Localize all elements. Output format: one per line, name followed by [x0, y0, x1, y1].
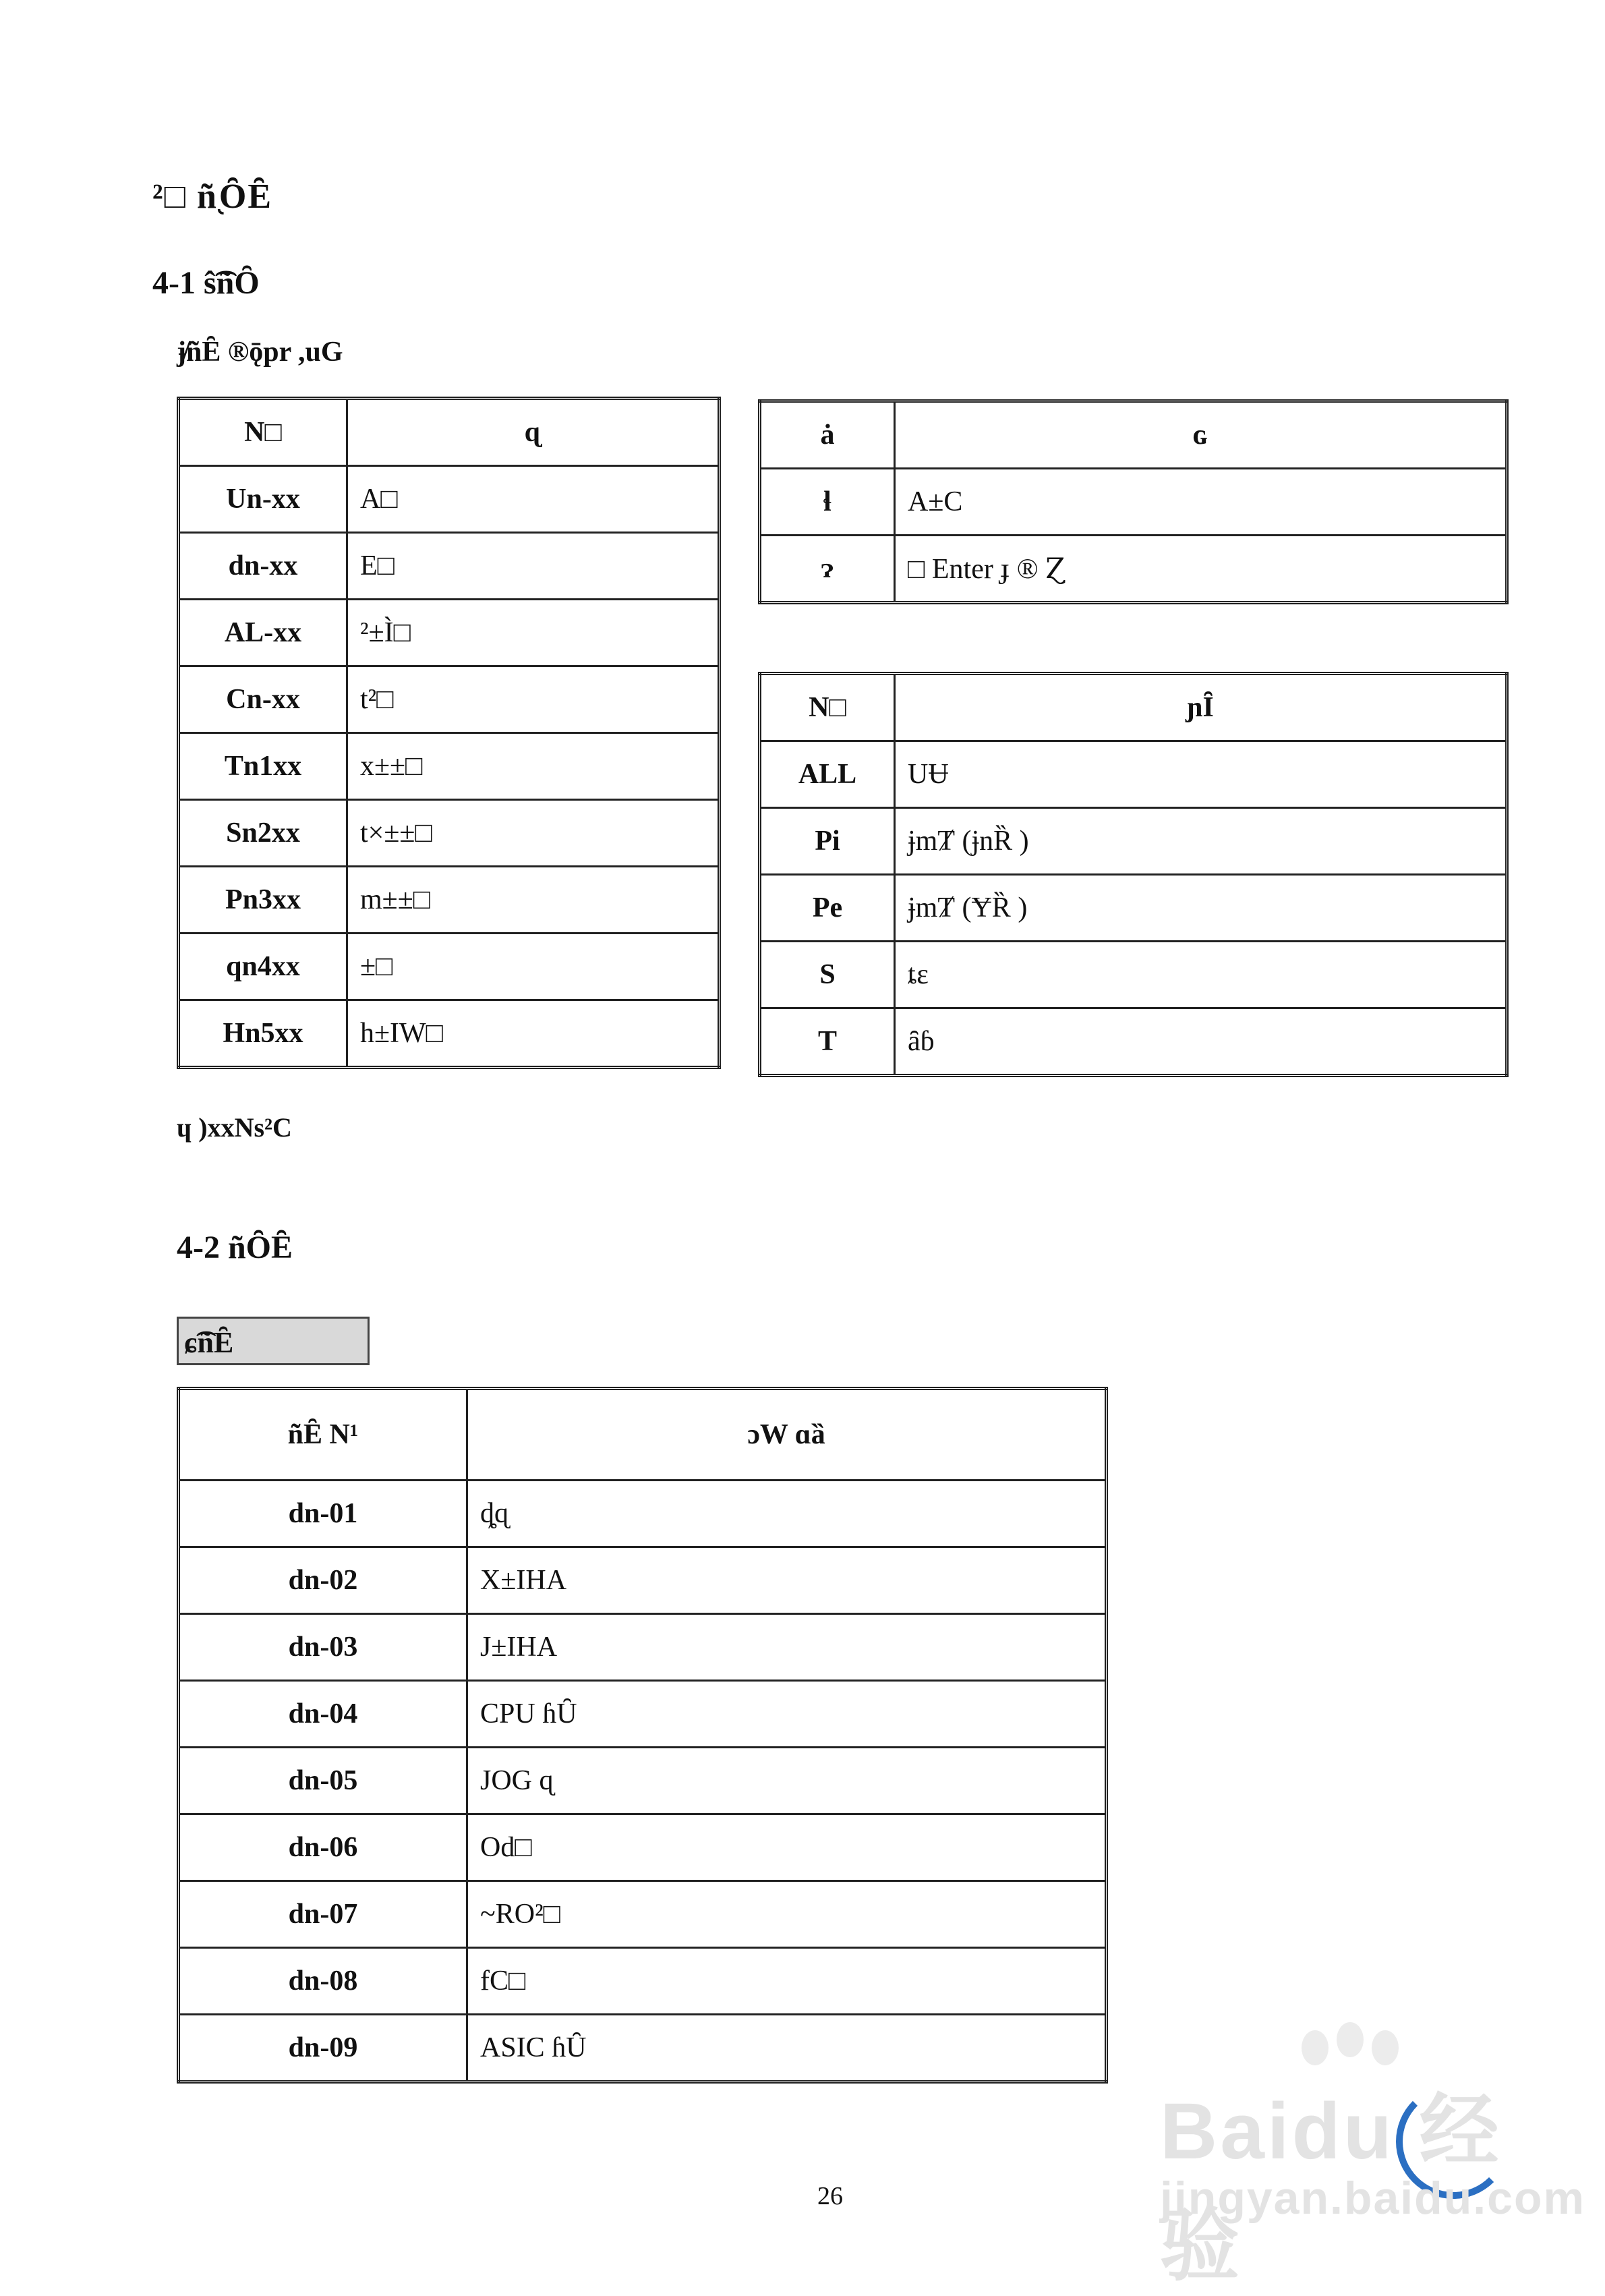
column-header-code: ñȆ N¹	[179, 1389, 467, 1481]
table-header-row	[760, 674, 1507, 741]
key-functions-table	[758, 399, 1509, 604]
cell-code: dn-09	[179, 2015, 467, 2082]
page-number: 26	[817, 2182, 843, 2210]
cell-code: dn-02	[179, 1547, 467, 1614]
table-row	[179, 1948, 1107, 2015]
cell-code: ALL	[760, 741, 895, 808]
table-row	[179, 1881, 1107, 1948]
table-row	[179, 867, 720, 934]
table-row	[179, 1814, 1107, 1881]
table-row	[179, 666, 720, 733]
column-header-code: N□	[179, 399, 347, 466]
watermark-brand: Baidu 经验	[1160, 2087, 1502, 2291]
cell-code: dn-06	[179, 1814, 467, 1881]
table-row	[760, 741, 1507, 808]
cell-code: dn-04	[179, 1681, 467, 1748]
cell-desc: t²□	[347, 666, 720, 733]
cell-code: dn-07	[179, 1881, 467, 1948]
cell-desc: ±□	[347, 934, 720, 1000]
cell-desc: □ Enter ɟ ® Ɀ	[895, 536, 1507, 603]
cell-code: Hn5xx	[179, 1000, 347, 1068]
baidu-watermark	[1160, 2030, 1585, 2291]
table-row	[760, 808, 1507, 875]
table-row	[179, 533, 720, 600]
table-row	[179, 733, 720, 800]
column-header-key: ȧ	[760, 401, 895, 469]
column-header-content: ɔW ɑȁ	[467, 1389, 1107, 1481]
table-row	[179, 466, 720, 533]
table-row	[179, 1748, 1107, 1814]
cell-desc: ASIC ɦȖ	[467, 2015, 1107, 2082]
cell-code: Pn3xx	[179, 867, 347, 934]
paw-icon	[1302, 2030, 1329, 2065]
cell-code: qn4xx	[179, 934, 347, 1000]
cell-desc: fC□	[467, 1948, 1107, 2015]
cell-code: Tn1xx	[179, 733, 347, 800]
table-row	[179, 1547, 1107, 1614]
cell-code: dn-08	[179, 1948, 467, 2015]
table-header-row	[179, 399, 720, 466]
cell-desc: JOG ɋ	[467, 1748, 1107, 1814]
monitor-parameters-table	[177, 1387, 1108, 2084]
cell-desc: A□	[347, 466, 720, 533]
table-header-row	[179, 1389, 1107, 1481]
parameter-group-label: ɕ͡ñȆ	[177, 1317, 370, 1365]
column-header-desc: ɋ	[347, 399, 720, 466]
cell-desc: ɉmȾ (ɎȐ )	[895, 875, 1507, 942]
cell-desc: t×±±□	[347, 800, 720, 867]
cell-desc: J±IHA	[467, 1614, 1107, 1681]
cell-code: Cn-xx	[179, 666, 347, 733]
cell-desc: ~RO²□	[467, 1881, 1107, 1948]
cell-desc: CPU ɦȖ	[467, 1681, 1107, 1748]
cell-desc: Od□	[467, 1814, 1107, 1881]
chapter-title: ²□ ñ֭ȎȆ	[152, 177, 273, 216]
cell-desc: ²±Ì□	[347, 600, 720, 666]
column-header-code: N□	[760, 674, 895, 741]
cell-desc: h±IW□	[347, 1000, 720, 1068]
table-row	[760, 469, 1507, 536]
cell-desc: m±±□	[347, 867, 720, 934]
column-header-meaning: ɲȊ	[895, 674, 1507, 741]
section-4-1-title: 4-1 ŝ͡ñȎ	[152, 265, 260, 301]
cell-desc: x±±□	[347, 733, 720, 800]
cell-code: ɂ	[760, 536, 895, 603]
section-4-1-note: ɥ )xxNs²C	[177, 1112, 292, 1143]
cell-desc: ɉmȾ (ɉnȐ )	[895, 808, 1507, 875]
table-header-row	[760, 401, 1507, 469]
status-codes-table	[758, 672, 1509, 1077]
watermark-url: jingyan.baidu.com	[1160, 2173, 1585, 2224]
cell-code: Pe	[760, 875, 895, 942]
cell-desc: ȡɋ	[467, 1481, 1107, 1547]
table-row	[179, 1481, 1107, 1547]
cell-desc: A±C	[895, 469, 1507, 536]
section-4-2-title: 4-2 ñȎȆ	[177, 1230, 293, 1265]
table-row	[179, 934, 720, 1000]
cell-code: AL-xx	[179, 600, 347, 666]
cell-desc: UɄ	[895, 741, 1507, 808]
table-row	[179, 800, 720, 867]
column-header-function: ɢ	[895, 401, 1507, 469]
cell-code: dn-05	[179, 1748, 467, 1814]
table-row	[760, 942, 1507, 1008]
paw-icon	[1372, 2030, 1399, 2065]
table-row	[179, 1000, 720, 1068]
table-row	[760, 536, 1507, 603]
cell-code: dn-01	[179, 1481, 467, 1547]
cell-code: Un-xx	[179, 466, 347, 533]
cell-desc: ȃɓ	[895, 1008, 1507, 1076]
table-row	[760, 875, 1507, 942]
table-row	[179, 600, 720, 666]
cell-code: ɬ	[760, 469, 895, 536]
cell-code: dn-03	[179, 1614, 467, 1681]
cell-code: dn-xx	[179, 533, 347, 600]
cell-desc: ȶɛ	[895, 942, 1507, 1008]
cell-desc: E□	[347, 533, 720, 600]
cell-desc: X±IHA	[467, 1547, 1107, 1614]
table-row	[179, 2015, 1107, 2082]
cell-code: Sn2xx	[179, 800, 347, 867]
table-row	[179, 1681, 1107, 1748]
paw-icon	[1337, 2022, 1364, 2057]
section-4-1-intro: ɉ̸ñȆ ®ǭpr ,uG	[177, 337, 343, 368]
table-row	[760, 1008, 1507, 1076]
display-codes-table	[177, 397, 721, 1069]
table-row	[179, 1614, 1107, 1681]
cell-code: S	[760, 942, 895, 1008]
cell-code: T	[760, 1008, 895, 1076]
cell-code: Pi	[760, 808, 895, 875]
